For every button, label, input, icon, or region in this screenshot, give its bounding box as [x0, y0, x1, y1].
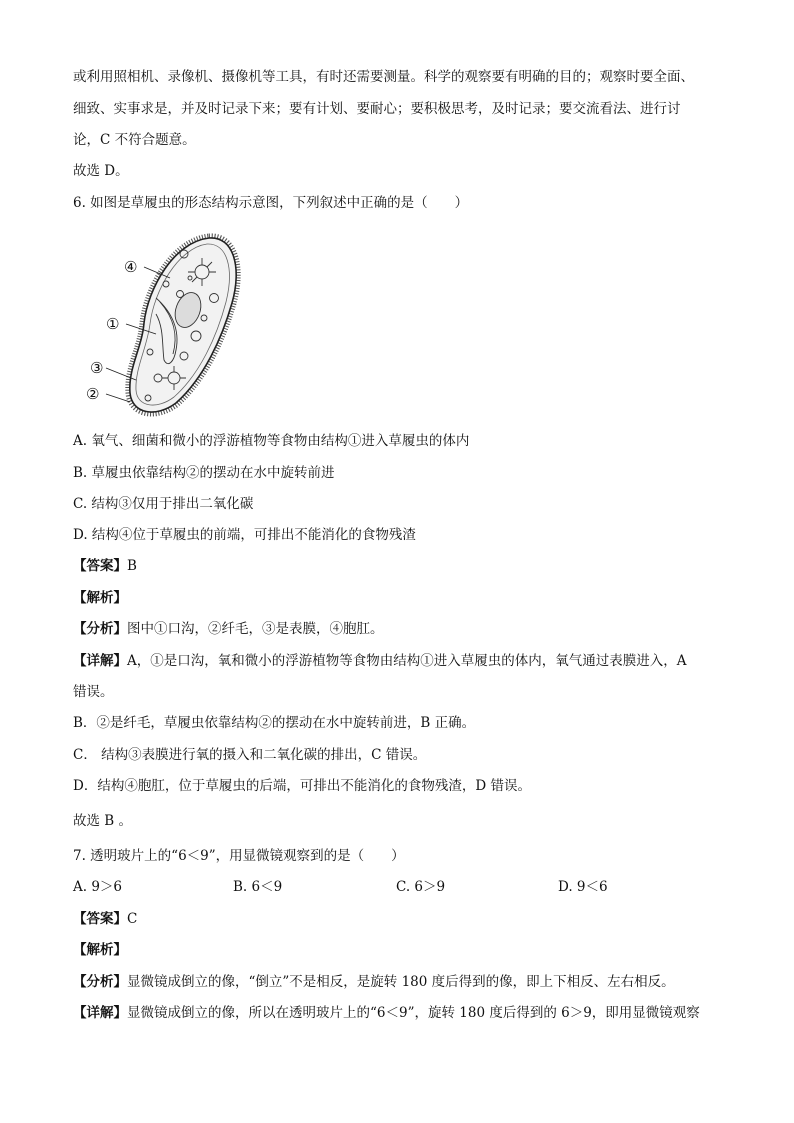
q6-option-c: C. 结构③仅用于排出二氧化碳: [73, 496, 254, 512]
q7-option-d: D. 9＜6: [558, 879, 608, 895]
fenxi-tag: 【分析】: [73, 974, 127, 990]
prev-explanation-line-3: 论，C 不符合题意。: [73, 132, 196, 148]
q7-answer: C: [127, 911, 138, 927]
q6-option-b: B. 草履虫依靠结构②的摆动在水中旋转前进: [73, 465, 335, 481]
label-line-2: [106, 394, 130, 402]
q7-xiangjie-line: [73, 1003, 700, 1023]
q6-stem: 6. 如图是草履虫的形态结构示意图，下列叙述中正确的是（ ）: [73, 195, 469, 211]
q7-option-b: B. 6＜9: [233, 879, 283, 895]
q6-xiangjie-a1: A，①是口沟，氧和微小的浮游植物等食物由结构①进入草履虫的体内，氧气通过表膜进入，A: [127, 653, 687, 669]
q7-option-c: C. 6＞9: [396, 879, 446, 895]
q7-fenxi-line: [73, 972, 675, 992]
label-3: ③: [90, 359, 104, 377]
label-2: ②: [86, 385, 100, 403]
prev-select: 故选 D。: [73, 163, 129, 179]
paramecium-figure: [84, 228, 254, 424]
q7-option-a: A. 9＞6: [73, 879, 123, 895]
xiangjie-tag: 【详解】: [73, 653, 127, 669]
prev-explanation-line-1: 或利用照相机、录像机、摄像机等工具，有时还需要测量。科学的观察要有明确的目的；观察时要全面、: [73, 69, 694, 85]
q6-fenxi: 图中①口沟，②纤毛，③是表膜，④胞肛。: [127, 621, 384, 637]
q6-xiangjie-a2: 错误。: [73, 684, 114, 700]
q6-option-a: A. 氧气、细菌和微小的浮游植物等食物由结构①进入草履虫的体内: [73, 433, 470, 449]
answer-tag: 【答案】: [73, 558, 127, 574]
q6-xiangjie-c: C． 结构③表膜进行氧的摄入和二氧化碳的排出，C 错误。: [73, 747, 427, 763]
q7-fenxi: 显微镜成倒立的像，“倒立”不是相反，是旋转 180 度后得到的像，即上下相反、左右相反。: [127, 974, 675, 990]
q7-xiangjie: 显微镜成倒立的像，所以在透明玻片上的“6＜9”，旋转 180 度后得到的 6＞9，即用显微镜观察: [127, 1005, 700, 1021]
answer-tag: 【答案】: [73, 911, 127, 927]
q6-xiangjie-b: B．②是纤毛，草履虫依靠结构②的摆动在水中旋转前进，B 正确。: [73, 715, 476, 731]
q6-xiangjie-line: [73, 651, 687, 671]
xiangjie-tag: 【详解】: [73, 1005, 127, 1021]
label-1: ①: [106, 315, 120, 333]
q6-analysis-tag: 【解析】: [73, 590, 127, 606]
fenxi-tag: 【分析】: [73, 621, 127, 637]
q6-answer: B: [127, 558, 137, 574]
q7-analysis-tag: 【解析】: [73, 942, 127, 958]
q6-select: 故选 B 。: [73, 813, 133, 829]
q6-answer-line: [73, 556, 137, 576]
q6-xiangjie-d: D．结构④胞肛，位于草履虫的后端，可排出不能消化的食物残渣，D 错误。: [73, 778, 531, 794]
q7-stem: 7. 透明玻片上的“6＜9”，用显微镜观察到的是（ ）: [73, 848, 405, 864]
q7-answer-line: [73, 909, 137, 929]
q6-option-d: D. 结构④位于草履虫的前端，可排出不能消化的食物残渣: [73, 527, 416, 543]
label-4: ④: [124, 258, 138, 276]
q6-fenxi-line: [73, 619, 384, 639]
prev-explanation-line-2: 细致、实事求是，并及时记录下来；要有计划、要耐心；要积极思考，及时记录；要交流看法、进行讨: [73, 101, 681, 117]
